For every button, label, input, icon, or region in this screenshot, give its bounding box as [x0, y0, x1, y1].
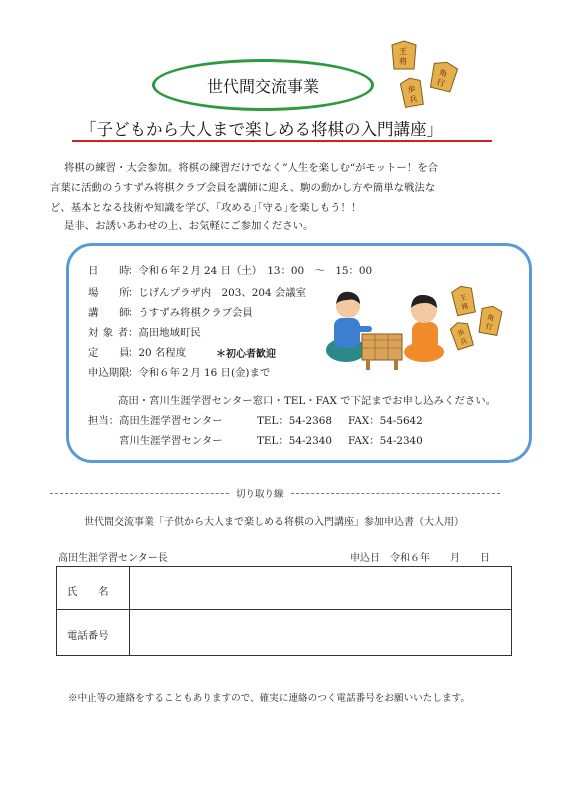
shogi-piece-icon — [428, 59, 458, 92]
shogi-piece-icon — [392, 41, 416, 69]
detail-key: 定 員 — [88, 347, 130, 359]
shogi-piece-icon — [449, 320, 474, 350]
shogi-piece-icon — [400, 76, 425, 107]
table-divider — [129, 567, 130, 655]
title-oval — [152, 59, 374, 111]
shogi-piece-icon — [478, 305, 503, 336]
detail-key: 日 時 — [88, 265, 130, 277]
detail-value: ：高田地域町民 — [128, 327, 201, 339]
detail-value: ：令和６年２月 24 日（土） 13：00 ～ 15：00 — [128, 265, 373, 277]
headline-underline — [72, 140, 492, 142]
contact-2-name: 宮川生涯学習センター — [119, 435, 223, 447]
detail-value: ：令和６年２月 16 日(金)まで — [128, 367, 271, 379]
contact-label: 担当： — [88, 415, 120, 427]
shogi-piece-icon — [451, 284, 476, 316]
piece-char: 王 — [399, 47, 407, 56]
name-label: 氏 名 — [67, 586, 109, 598]
detail-value: ：じげんプラザ内 203、204 会議室 — [128, 287, 307, 299]
headline: 「子どもから大人まで楽しめる将棋の入門講座」 — [80, 120, 443, 139]
capacity-note: ＊初心者歓迎 — [216, 349, 276, 360]
name-field[interactable] — [131, 568, 509, 608]
phone-label: 電話番号 — [67, 630, 109, 642]
apply-instructions: 高田・宮川生涯学習センター窓口・TEL・FAX で下記までお申し込みください。 — [118, 395, 497, 407]
application-table — [56, 566, 512, 656]
svg-text:兵: 兵 — [408, 94, 419, 105]
boy-right-figure — [404, 295, 444, 362]
svg-text:行: 行 — [484, 322, 494, 332]
shogi-board-icon — [362, 334, 402, 370]
intro-line: 言葉に活動のうすずみ将棋クラブ会員を講師に迎え、駒の動かし方や簡単な戦法な — [50, 182, 436, 194]
detail-capacity — [88, 344, 186, 359]
svg-text:将: 将 — [399, 57, 407, 66]
detail-target — [88, 324, 201, 339]
oval-title: 世代間交流事業 — [206, 76, 319, 96]
detail-key: 講 師 — [88, 307, 130, 319]
intro-line: 是非、お誘いあわせの上、お気軽にご参加ください。 — [64, 220, 314, 232]
phone-field[interactable] — [131, 611, 509, 655]
detail-lecturer — [88, 304, 253, 319]
cut-line-label: 切り取り線 — [230, 486, 290, 500]
kids-playing-shogi-illustration — [320, 278, 510, 378]
intro-line: 将棋の練習・大会参加。将棋の練習だけでなく”人生を楽しむ“がモットー！を合 — [64, 162, 438, 174]
detail-value: ：20 名程度 — [128, 347, 187, 359]
contact-2-tel: TEL：54-2340 — [257, 435, 332, 447]
svg-text:将: 将 — [460, 302, 470, 312]
svg-text:行: 行 — [435, 77, 446, 89]
contact-1-name: 高田生涯学習センター — [119, 415, 223, 427]
detail-key: 申込期限 — [88, 367, 130, 379]
detail-value: ：うすずみ将棋クラブ会員 — [128, 307, 253, 319]
contact-2-fax: FAX：54-2340 — [348, 435, 423, 447]
form-addressee: 高田生涯学習センター長 — [58, 553, 168, 564]
contact-1-fax: FAX：54-5642 — [348, 415, 423, 427]
detail-date — [88, 262, 372, 277]
svg-text:歩: 歩 — [406, 84, 417, 95]
svg-text:角: 角 — [486, 313, 495, 323]
svg-text:王: 王 — [458, 293, 468, 303]
svg-text:角: 角 — [438, 67, 449, 79]
detail-key: 対 象 者 — [88, 327, 128, 339]
form-title: 世代間交流事業「子供から大人まで楽しめる将棋の入門講座」参加申込書（大人用） — [84, 517, 464, 528]
form-note: ※中止等の連絡をすることもありますので、確実に連絡のつく電話番号をお願いいたします。 — [68, 693, 470, 704]
table-divider — [57, 609, 511, 610]
intro-line: ど、基本となる技術や知識を学び、｢攻める｣｢守る｣を楽しもう！！ — [50, 202, 362, 214]
detail-place — [88, 284, 306, 299]
detail-deadline — [88, 364, 270, 379]
contact-1-tel: TEL：54-2368 — [257, 415, 332, 427]
detail-key: 場 所 — [88, 287, 130, 299]
shogi-pieces-illustration — [388, 36, 466, 112]
svg-text:兵: 兵 — [459, 336, 469, 347]
form-date-line: 申込日 令和６年 月 日 — [350, 553, 490, 564]
svg-text:歩: 歩 — [456, 328, 466, 339]
